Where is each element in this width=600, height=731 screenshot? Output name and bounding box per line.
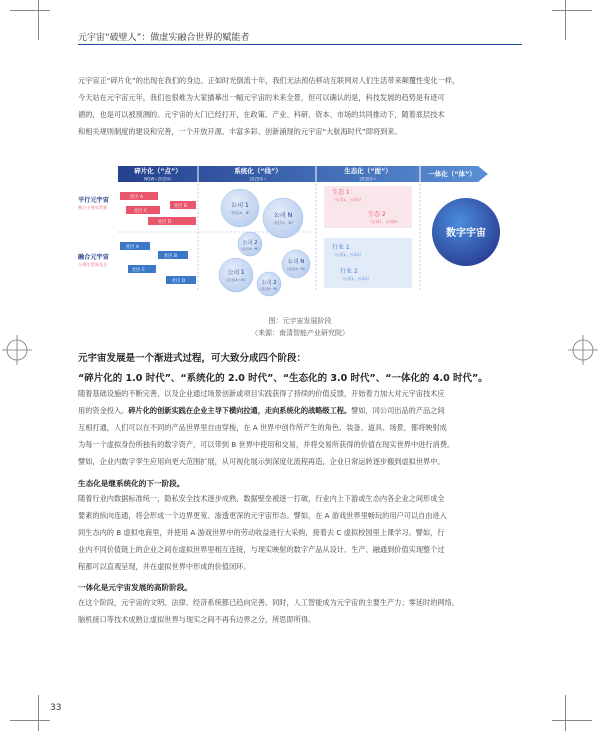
subheading-ecosystem: 生态化是继系统化的下一阶段。 bbox=[78, 479, 185, 488]
para-line: 随着基础设施的不断完善，以及企业通过场景创新或项目实践获得了持续的价值反馈，开始着力加大对元宇宙技术应 bbox=[78, 389, 445, 398]
community-bar-label: 社区 D bbox=[158, 220, 172, 225]
phase-year: 2030年~ bbox=[359, 176, 377, 182]
crop-mark-bl-h bbox=[10, 720, 50, 721]
para-line: 脑机接口等技术成熟让虚拟世界与现实之间不再有边界之分，所思即所得。 bbox=[78, 615, 316, 624]
crop-mark-tl-h bbox=[10, 10, 50, 11]
company-bubble-sub: （社区A、B） bbox=[227, 210, 253, 215]
para-bold-phrase: 碎片化的创新实践在企业主导下横向拉通，走向系统化的战略级工程。 bbox=[128, 406, 352, 415]
eco-box-label: 生态 2 bbox=[368, 211, 386, 218]
page-number: 33 bbox=[50, 703, 62, 713]
crop-mark-tr-h bbox=[552, 10, 592, 11]
row-label-parallel: 平行元宇宙 bbox=[78, 197, 109, 204]
crop-mark-tr-v bbox=[565, 0, 566, 40]
company-bubble-sub: （社区A～N） bbox=[239, 247, 261, 251]
community-bar-label: 社区 C bbox=[134, 209, 147, 214]
para-line: 随着行业内数据标准统一，隐私安全技术逐步成熟，数据壁垒被逐一打破，行业内上下游或生态内各企业之间形成全 bbox=[78, 494, 445, 503]
community-bar-label: 社区 A bbox=[130, 195, 143, 200]
company-bubble-sub: （社区C、D） bbox=[270, 220, 296, 225]
paragraph-ecosystem bbox=[78, 490, 522, 575]
company-bubble-sub: （社区A～N） bbox=[284, 267, 308, 271]
intro-line: 和相关规则制度的建设和完善，一个开放开源、丰富多彩、创新涌现的元宇宙“大航海时代”即将到来。 bbox=[78, 127, 402, 136]
para-line: 业内不同价值链上的企业之间在虚拟世界里相互连接，与现实映射的数字产品从设计、生产、融通到价值实现整个过 bbox=[78, 545, 445, 554]
figure-caption-source: （来源：南清智能产业研究院） bbox=[251, 329, 349, 337]
community-bar-label: 社区 A bbox=[126, 245, 139, 250]
community-bar-label: 社区 C bbox=[132, 268, 145, 273]
eco-box-label: 生态 1 bbox=[332, 189, 350, 196]
section-stages: “碎片化的 1.0 时代”、“系统化的 2.0 时代”、“生态化的 3.0 时代”、“一体化的 4.0 时代”。 bbox=[78, 373, 488, 384]
phase-year: NOW~2025年 bbox=[144, 176, 172, 182]
figure-caption bbox=[78, 315, 522, 339]
company-bubble-label: 公司 1 bbox=[227, 270, 245, 276]
intro-line: 循的，也是可以被预测的。元宇宙的大门已经打开，在政策、产业、科研、资本、市场的共同推动下，随着底层技术 bbox=[78, 110, 445, 119]
row-sublabel-parallel: 独立于现实世界 bbox=[78, 205, 108, 210]
para-line: 程都可以直观呈现，并在虚拟世界中形成的价值闭环。 bbox=[78, 562, 251, 571]
community-bar-label: 社区 B bbox=[164, 254, 177, 259]
company-bubble-sub: （社区A～N） bbox=[258, 287, 280, 291]
company-bubble-sub: （社区A～N） bbox=[224, 278, 248, 282]
crop-mark-bl-v bbox=[38, 695, 39, 731]
header-rule bbox=[78, 44, 522, 45]
figure-caption-title: 图：元宇宙发展阶段 bbox=[268, 317, 332, 325]
section-title: 元宇宙发展是一个渐进式过程，可大致分成四个阶段： bbox=[78, 353, 307, 364]
phase-label: 一体化（“体”） bbox=[428, 170, 476, 178]
community-bar-label: 社区 D bbox=[172, 279, 186, 284]
para-line: 同生态内的 B 虚拟电商里，并使用 A 游戏世界中的劳动收益进行大采购，接着去 C 虚拟校园里上课学习。譬如，行 bbox=[78, 528, 445, 537]
para-line: 要素的纵向连通，将会形成一个边界更宽、渗透更深的元宇宙形态。譬如，在 A 游戏世界里畅玩的用户可以自由进入 bbox=[78, 511, 447, 520]
crop-mark-br-h bbox=[552, 720, 592, 721]
phase-label: 碎片化（“点”） bbox=[134, 167, 182, 175]
eco-box-label: 行业 2 bbox=[340, 268, 358, 275]
registration-mark-right bbox=[568, 335, 598, 365]
phase-label: 生态化（“面”） bbox=[344, 167, 392, 175]
para-line: 用的资金投入。碎片化的创新实践在企业主导下横向拉通，走向系统化的战略级工程。譬如，同公司出品的产品之间 bbox=[78, 406, 445, 415]
row-label-fused: 融合元宇宙 bbox=[78, 254, 109, 261]
development-stages-figure bbox=[78, 160, 522, 315]
community-bar bbox=[148, 217, 196, 225]
para-line: 在这个阶段，元宇宙的文明、法律、经济系统都已趋向完善。同时，人工智能成为元宇宙的主要生产力；零延时的网络， bbox=[78, 598, 459, 607]
phase-label: 系统化（“线”） bbox=[234, 167, 282, 175]
crop-mark-br-v bbox=[565, 695, 566, 731]
paragraph-systemization bbox=[78, 385, 522, 470]
para-line: 譬如，企业内数字孪生应用向更大范围扩展，从可视化展示到深度化流程再造，企业日常运转逐步搬到虚拟世界中。 bbox=[78, 457, 445, 466]
eco-box-sub: （公司1、公司2） bbox=[340, 276, 372, 281]
company-bubble-label: 公司 2 bbox=[242, 240, 258, 246]
company-bubble-label: 公司 1 bbox=[231, 202, 249, 209]
para-line: 互相打通，人们可以在不同的产品世界里自由穿梭，在 A 世界中创作所产生的角色、装备、道具、场景，都将映射成 bbox=[78, 423, 447, 432]
eco-box-sub: （公司1、公司N） bbox=[368, 219, 400, 224]
intro-line: 元宇宙正“碎片化”的出现在我们的身边。正如时光倒流十年，我们无法预估移动互联网对人们生活带来颠覆性变化一样， bbox=[78, 76, 460, 85]
digital-universe-label: 数字宇宙 bbox=[446, 228, 486, 239]
subheading-integration: 一体化是元宇宙发展的高阶阶段。 bbox=[78, 583, 192, 592]
eco-box-sub: （公司1、公司2） bbox=[332, 197, 364, 202]
phase-year: 2025年~ bbox=[249, 176, 267, 182]
row-sublabel-fused: 与现实世界交互 bbox=[78, 262, 108, 267]
company-bubble-label: 公司 N bbox=[273, 212, 293, 219]
para-line: 为每一个虚拟身份所独有的数字资产，可以带到 B 世界中使用和交易，并将交易所获得的价值在现实世界中进行消费。 bbox=[78, 440, 455, 449]
company-bubble-label: 公司 N bbox=[287, 259, 305, 265]
intro-paragraph bbox=[78, 72, 522, 140]
community-bar-label: 社区 B bbox=[174, 204, 187, 209]
paragraph-integration bbox=[78, 594, 522, 628]
company-bubble-label: 公司 2 bbox=[261, 280, 277, 286]
eco-box-sub: （公司1、公司2） bbox=[332, 252, 364, 257]
crop-mark-tl-v bbox=[38, 0, 39, 40]
eco-box-label: 行业 1 bbox=[332, 244, 350, 251]
registration-mark-left bbox=[2, 335, 32, 365]
running-header: 元宇宙“破壁人”：做虚实融合世界的赋能者 bbox=[78, 33, 250, 43]
intro-line: 今天站在元宇宙元年，我们也很难为大家描摹出一幅元宇宙的未来全景，但可以确认的是，科技发展的趋势是有迹可 bbox=[78, 93, 445, 102]
